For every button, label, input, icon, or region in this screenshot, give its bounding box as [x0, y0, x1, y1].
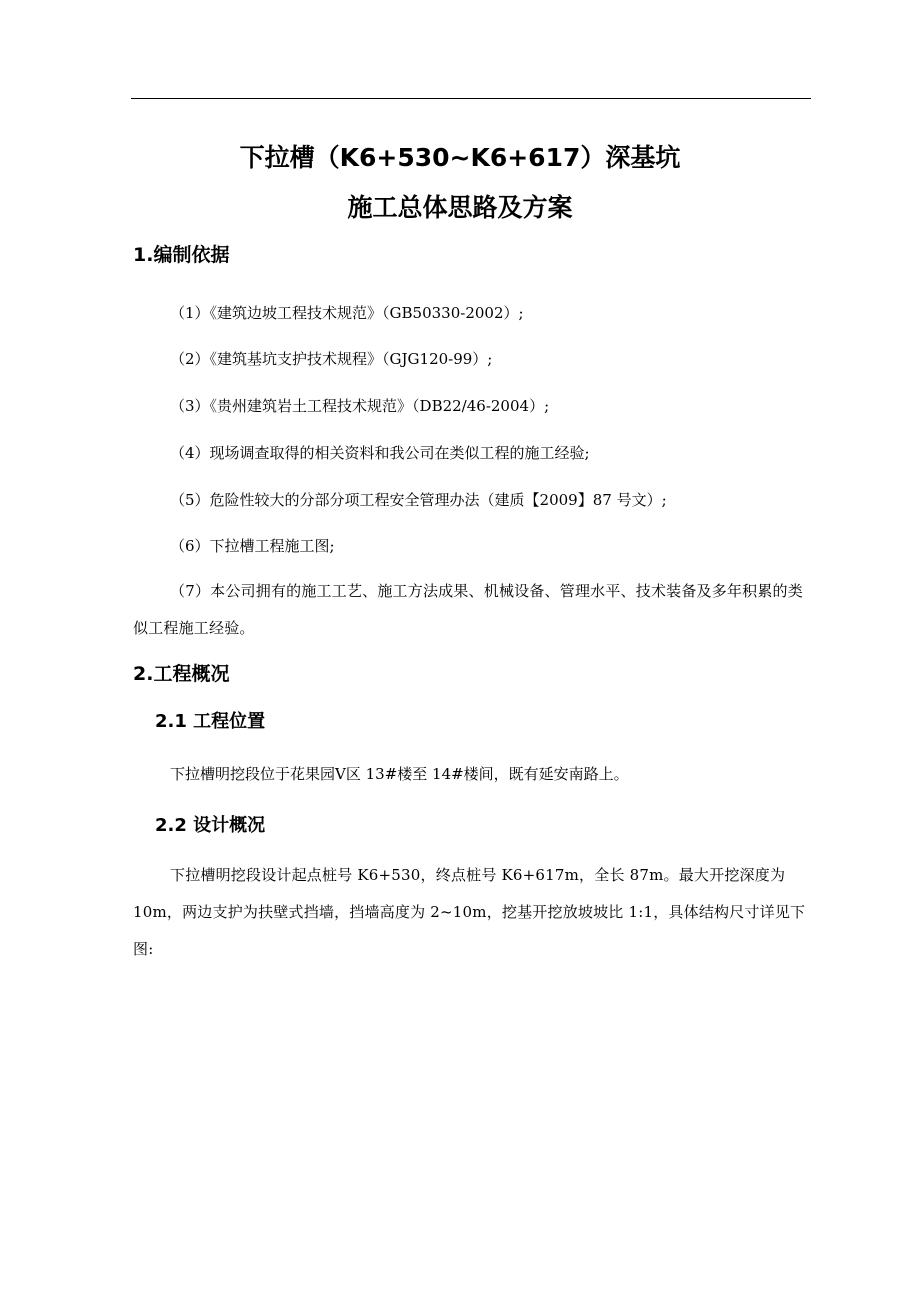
basis-item-6: （6）下拉槽工程施工图; — [170, 537, 335, 555]
section-2-1-heading: 2.1 工程位置 — [155, 711, 266, 732]
basis-item-5: （5）危险性较大的分部分项工程安全管理办法（建质【2009】87 号文）; — [170, 491, 667, 509]
project-location-text: 下拉槽明挖段位于花果园Ⅴ区 13#楼至 14#楼间，既有延安南路上。 — [170, 765, 629, 783]
design-overview-text: 下拉槽明挖段设计起点桩号 K6+530，终点桩号 K6+617m，全长 87m。最大开挖深度为 10m，两边支护为扶壁式挡墙，挡墙高度为 2~10m，挖基开挖放坡坡比 1:1，具体结构尺寸详见下图: — [133, 866, 806, 958]
header-rule — [131, 98, 811, 99]
basis-item-2: （2）《建筑基坑支护技术规程》（GJG120-99）; — [170, 350, 493, 368]
section-2-heading: 2.工程概况 — [133, 663, 230, 685]
basis-item-1: （1）《建筑边坡工程技术规范》（GB50330-2002）; — [170, 304, 524, 322]
document-title-line-1: 下拉槽（K6+530~K6+617）深基坑 — [239, 143, 681, 172]
document-title-line-2: 施工总体思路及方案 — [347, 193, 573, 222]
basis-item-7: （7）本公司拥有的施工工艺、施工方法成果、机械设备、管理水平、技术装备及多年积累的类似工程施工经验。 — [133, 582, 803, 637]
basis-item-4: （4）现场调查取得的相关资料和我公司在类似工程的施工经验; — [170, 444, 590, 462]
basis-item-3: （3）《贵州建筑岩土工程技术规范》（DB22/46-2004）; — [170, 397, 550, 415]
section-1-heading: 1.编制依据 — [133, 244, 230, 266]
section-2-2-heading: 2.2 设计概况 — [155, 815, 266, 836]
